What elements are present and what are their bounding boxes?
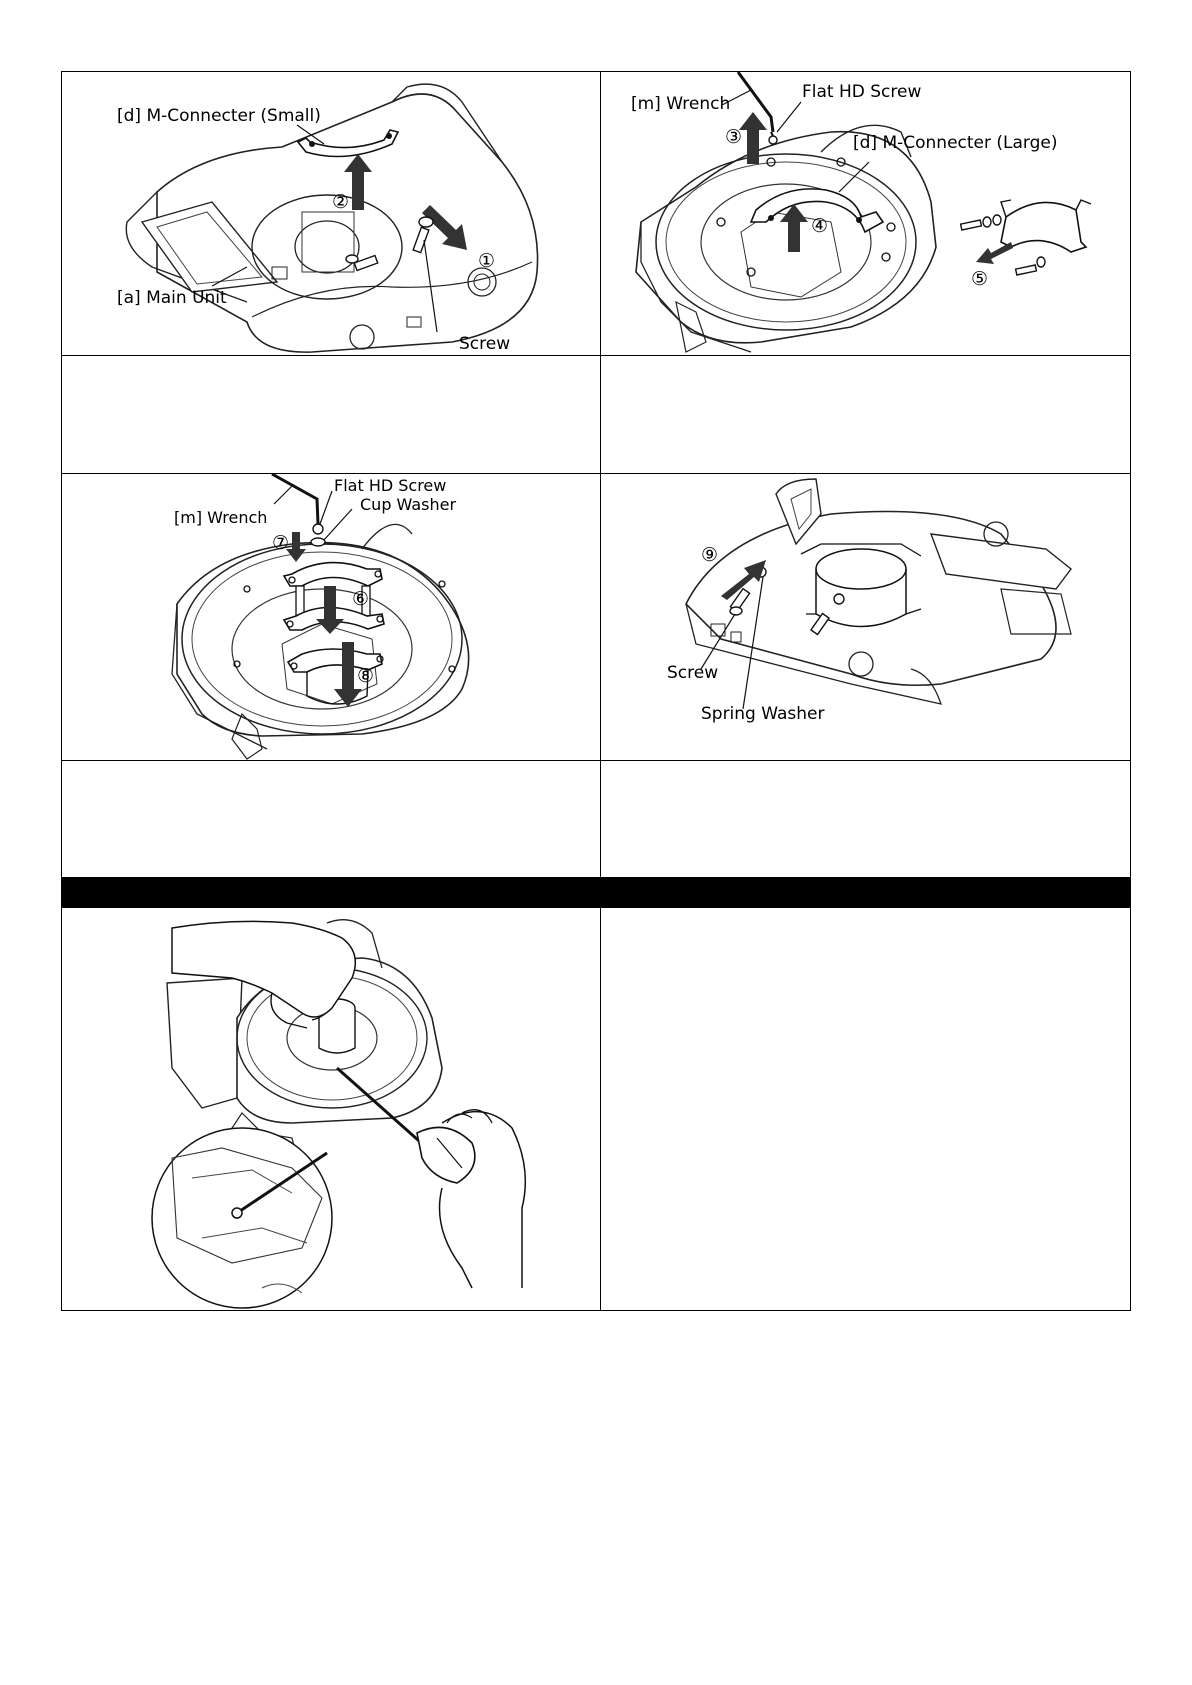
main-unit-label: [a] Main Unit [117,288,227,308]
step-4-marker: ④ [810,215,829,237]
figure-4-drawing [601,474,1131,760]
figure-3-cell [62,474,601,760]
figure-2-cell [601,72,1130,355]
text-cell-3 [62,761,601,877]
flat-hd-screw-label: Flat HD Screw [334,476,447,495]
flat-hd-screw-label: Flat HD Screw [801,82,922,102]
figure-row-3 [61,908,1131,1311]
figure-row-2 [61,474,1131,761]
screw-label: Screw [666,663,719,683]
figure-2-drawing [601,72,1131,355]
instruction-grid [61,71,1131,1311]
connector-small-label: [d] M-Connecter (Small) [117,106,321,126]
figure-5-drawing [62,908,602,1310]
connector-large-label: [d] M-Connecter (Large) [852,133,1058,153]
screw-label: Screw [459,334,511,354]
figure-1-cell [62,72,601,355]
step-7-marker: ⑦ [272,532,290,554]
step-8-marker: ⑧ [357,665,375,687]
step-2-marker: ② [332,191,350,213]
text-row-1 [61,356,1131,474]
text-cell-4 [601,761,1130,877]
spring-washer-label: Spring Washer [700,704,825,724]
figure-row-1 [61,71,1131,356]
cup-washer-label: Cup Washer [360,495,457,514]
text-cell-5 [601,908,1130,1310]
text-cell-1 [62,356,601,473]
step-1-marker: ① [478,250,496,272]
wrench-label: [m] Wrench [630,94,731,114]
step-6-marker: ⑥ [352,588,370,610]
section-header-bar [61,878,1131,908]
figure-5-cell [62,908,601,1310]
step-3-marker: ③ [724,126,743,148]
step-9-marker: ⑨ [700,544,719,566]
step-5-marker: ⑤ [970,268,989,290]
figure-3-drawing [62,474,602,760]
text-row-2 [61,761,1131,878]
wrench-label: [m] Wrench [174,508,268,527]
figure-4-cell [601,474,1130,760]
text-cell-2 [601,356,1130,473]
